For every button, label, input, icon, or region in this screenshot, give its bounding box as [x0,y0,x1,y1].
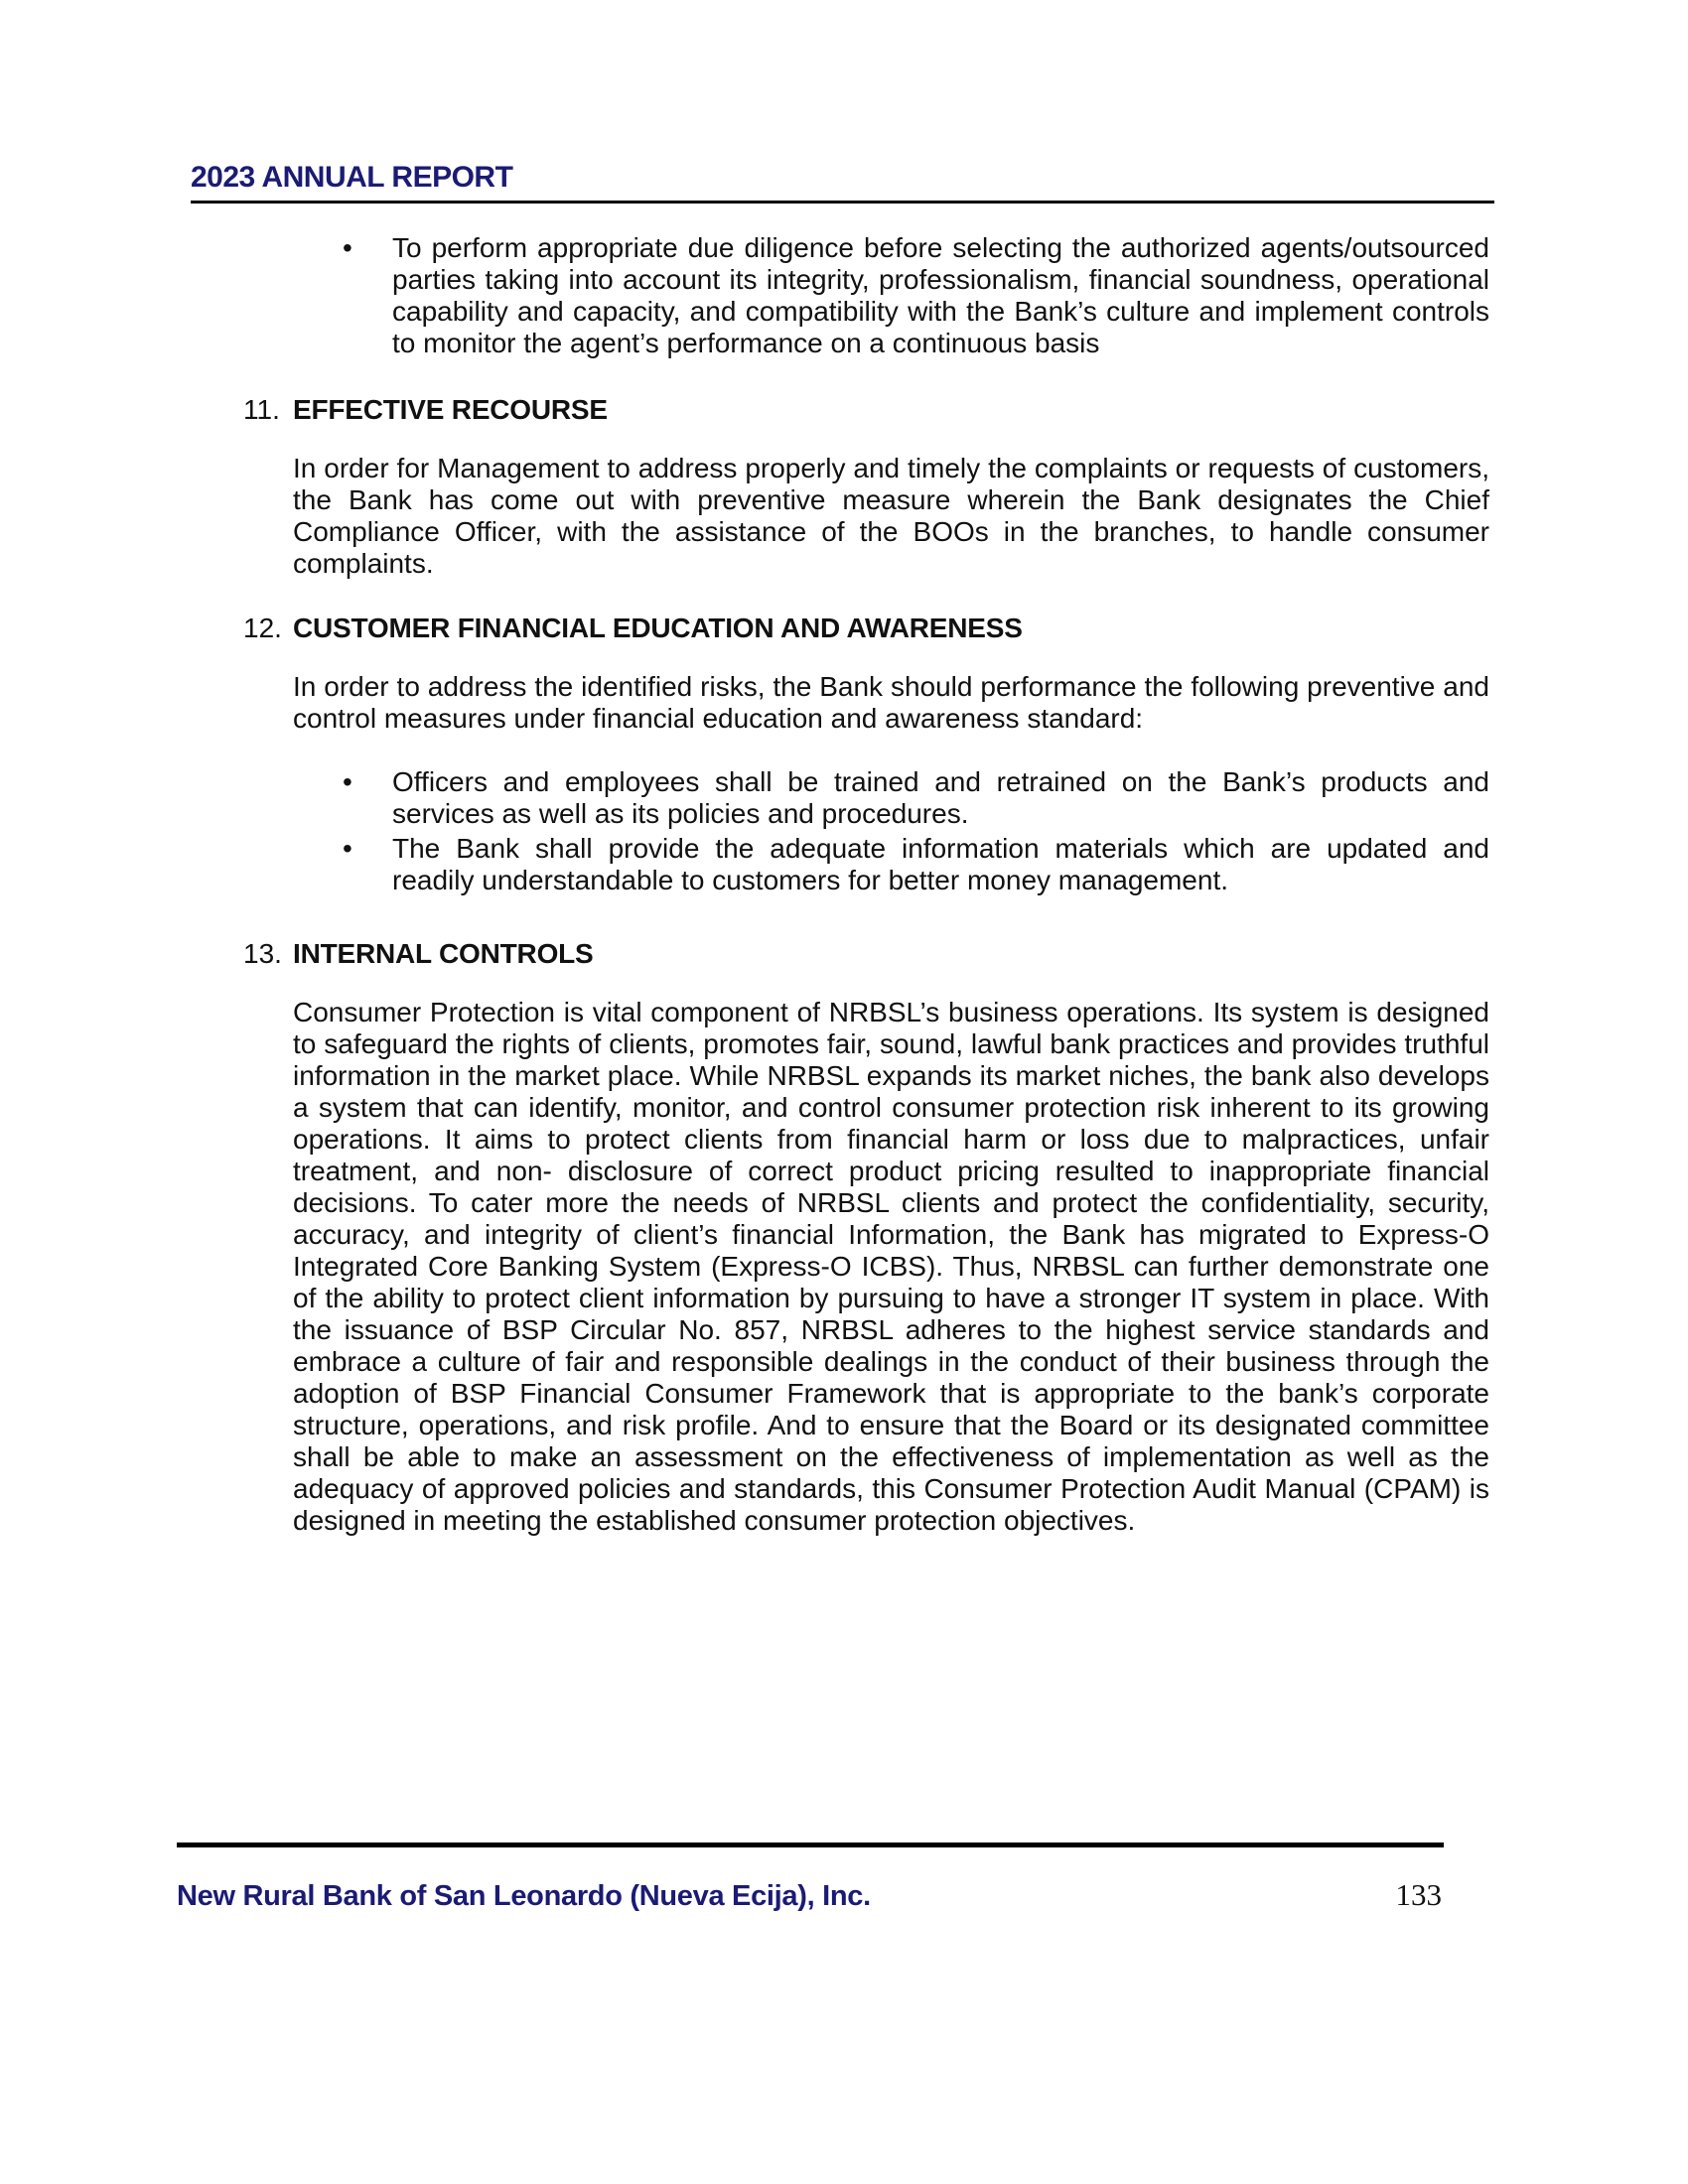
bullet-icon: • [343,833,352,864]
document-header [191,161,1494,204]
header-rule [191,201,1494,204]
section-12-paragraph: In order to address the identified risks, the Bank should performance the following preventive and control measures under financial education and awareness standard: [293,671,1489,734]
section-11-paragraph: In order for Management to address properly and timely the complaints or requests of customers, the Bank has come out with preventive measure wherein the Bank designates the Chief Compliance Officer, with the assistance of the BOOs in the branches, to handle consumer complaints. [293,453,1489,579]
footer-company-name: New Rural Bank of San Leonardo (Nueva Ecija), Inc. [177,1880,871,1912]
intro-bullet-list [243,232,1489,359]
section-title: EFFECTIVE RECOURSE [293,394,608,425]
section-number: 13. [243,938,282,969]
bullet-text: The Bank shall provide the adequate information materials which are updated and readily understandable to customers for better money management. [392,833,1489,895]
list-item [243,833,1489,896]
section-title: CUSTOMER FINANCIAL EDUCATION AND AWARENESS [293,613,1023,643]
footer-row [177,1877,1444,1913]
section-13-paragraph: Consumer Protection is vital component of NRBSL’s business operations. Its system is designed to safeguard the rights of clients, promotes fair, sound, lawful bank practices and provides truthful information in the market place. While NRBSL expands its market niches, the bank also develops a system that can identify, monitor, and control consumer protection risk inherent to its growing operations. It aims to protect clients from financial harm or loss due to malpractices, unfair treatment, and non- disclosure of correct product pricing resulted to inappropriate financial decisions. To cater more the needs of NRBSL clients and protect the confidentiality, security, accuracy, and integrity of client’s financial Information, the Bank has migrated to Express-O Integrated Core Banking System (Express-O ICBS). Thus, NRBSL can further demonstrate one of the ability to protect client information by pursuing to have a stronger IT system in place. With the issuance of BSP Circular No. 857, NRBSL adheres to the highest service standards and embrace a culture of fair and responsible dealings in the conduct of their business through the adoption of BSP Financial Consumer Framework that is appropriate to the bank’s corporate structure, operations, and risk profile. And to ensure that the Board or its designated committee shall be able to make an assessment on the effectiveness of implementation as well as the adequacy of approved policies and standards, this Consumer Protection Audit Manual (CPAM) is designed in meeting the established consumer protection objectives. [293,997,1489,1536]
section-12-bullet-list [243,766,1489,896]
section-number: 11. [243,394,280,425]
bullet-text: Officers and employees shall be trained and retrained on the Bank’s products and services as well as its policies and procedures. [392,766,1489,829]
footer-rule [177,1843,1444,1847]
section-heading-effective-recourse [243,393,1489,426]
list-item [243,232,1489,359]
section-title: INTERNAL CONTROLS [293,938,594,969]
intro-bullet-text: To perform appropriate due diligence before selecting the authorized agents/outsourced parties taking into account its integrity, professionalism, financial soundness, operational capability and capacity, and compatibility with the Bank’s culture and implement controls to monitor the agent’s performance on a continuous basis [392,232,1489,358]
document-footer [177,1843,1444,1913]
list-item [243,766,1489,830]
section-heading-internal-controls [243,937,1489,970]
page-number: 133 [1395,1877,1442,1912]
section-number: 12. [243,613,282,643]
page-title: 2023 ANNUAL REPORT [191,161,513,194]
section-heading-customer-financial-education [243,612,1489,644]
bullet-icon: • [343,766,352,797]
bullet-icon: • [343,232,352,263]
